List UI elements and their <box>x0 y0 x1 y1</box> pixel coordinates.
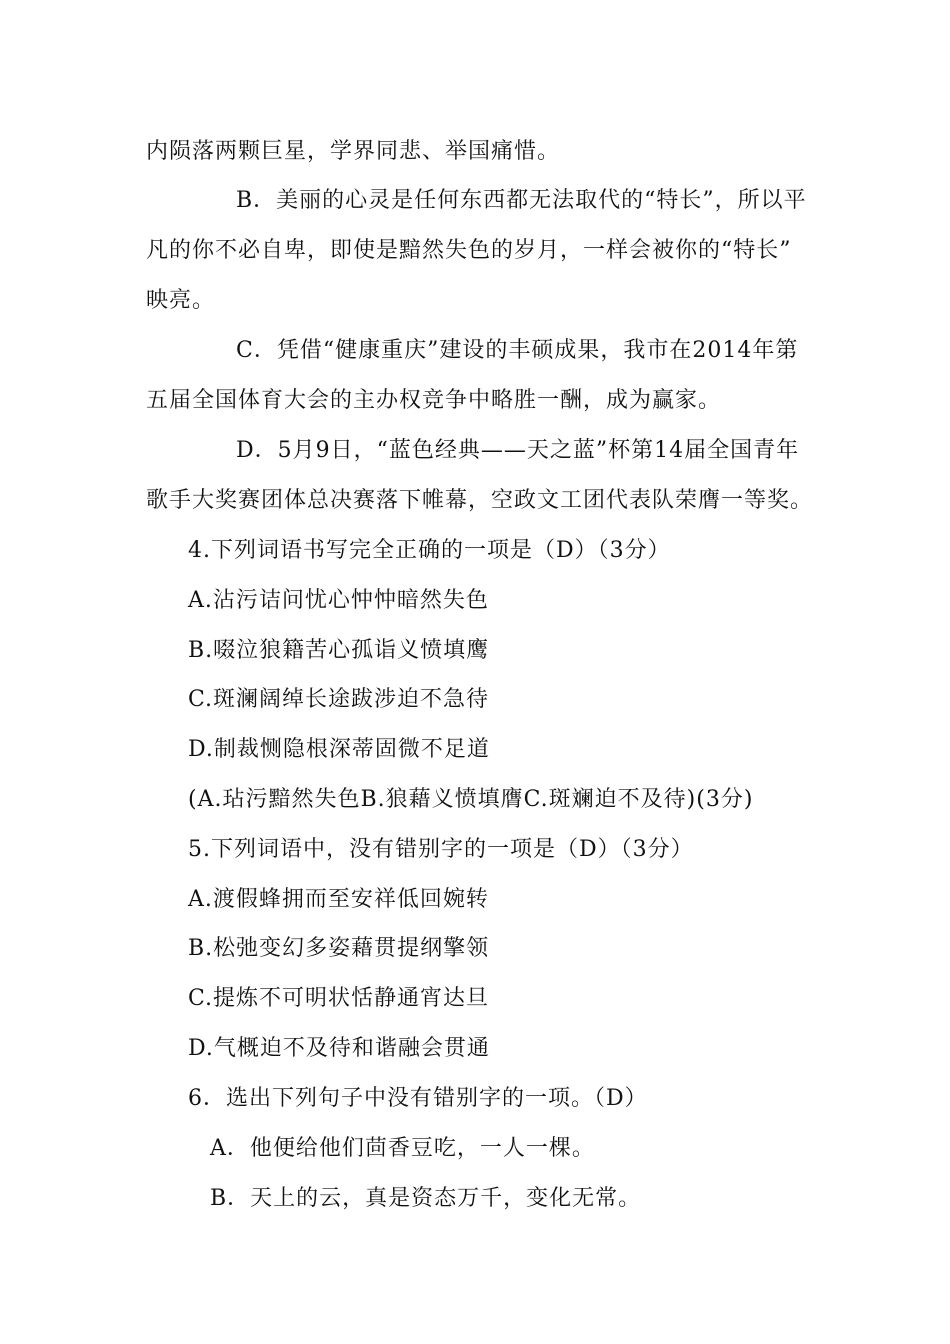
option-b-line: B．美丽的心灵是任何东西都无法取代的“特长”，所以平 <box>236 188 807 213</box>
text-line: 五届全国体育大会的主办权竞争中略胜一酬，成为赢家。 <box>146 388 722 413</box>
text-line: 凡的你不必自卑，即使是黯然失色的岁月，一样会被你的“特长” <box>146 238 792 263</box>
q4-option-c: C.斑澜阔绰长途跋涉迫不急待 <box>188 687 490 712</box>
question-6: 6．选出下列句子中没有错别字的一项。（D） <box>188 1086 648 1111</box>
q6-option-b: B．天上的云，真是资态万千，变化无常。 <box>210 1186 642 1211</box>
q4-answer-note: (A.玷污黯然失色B.狼藉义愤填膺C.斑斓迫不及待)(3分) <box>188 787 754 812</box>
q5-option-c: C.提炼不可明状恬静通宵达旦 <box>188 986 490 1011</box>
q4-option-a: A.沾污诘问忧心忡忡暗然失色 <box>188 588 489 613</box>
option-d-line: D．5月9日，“蓝色经典——天之蓝”杯第14届全国青年 <box>236 438 800 463</box>
option-c-line: C．凭借“健康重庆”建设的丰硕成果，我市在2014年第 <box>236 338 799 363</box>
q5-option-d: D.气概迫不及待和谐融会贯通 <box>188 1036 490 1061</box>
question-5: 5.下列词语中，没有错别字的一项是（D）（3分） <box>188 837 694 862</box>
question-4: 4.下列词语书写完全正确的一项是（D）（3分） <box>188 538 671 563</box>
text-line: 映亮。 <box>146 288 216 313</box>
q4-option-d: D.制裁恻隐根深蒂固微不足道 <box>188 737 490 762</box>
q5-option-a: A.渡假蜂拥而至安祥低回婉转 <box>188 887 489 912</box>
text-line: 歌手大奖赛团体总决赛落下帷幕，空政文工团代表队荣膺一等奖。 <box>146 488 814 513</box>
q5-option-b: B.松弛变幻多姿藉贯提纲擎领 <box>188 936 490 961</box>
text-line: 内陨落两颗巨星，学界同悲、举国痛惜。 <box>146 139 561 164</box>
q4-option-b: B.啜泣狼籍苦心孤诣义愤填鹰 <box>188 638 490 663</box>
q6-option-a: A．他便给他们茴香豆吃，一人一棵。 <box>210 1136 595 1161</box>
